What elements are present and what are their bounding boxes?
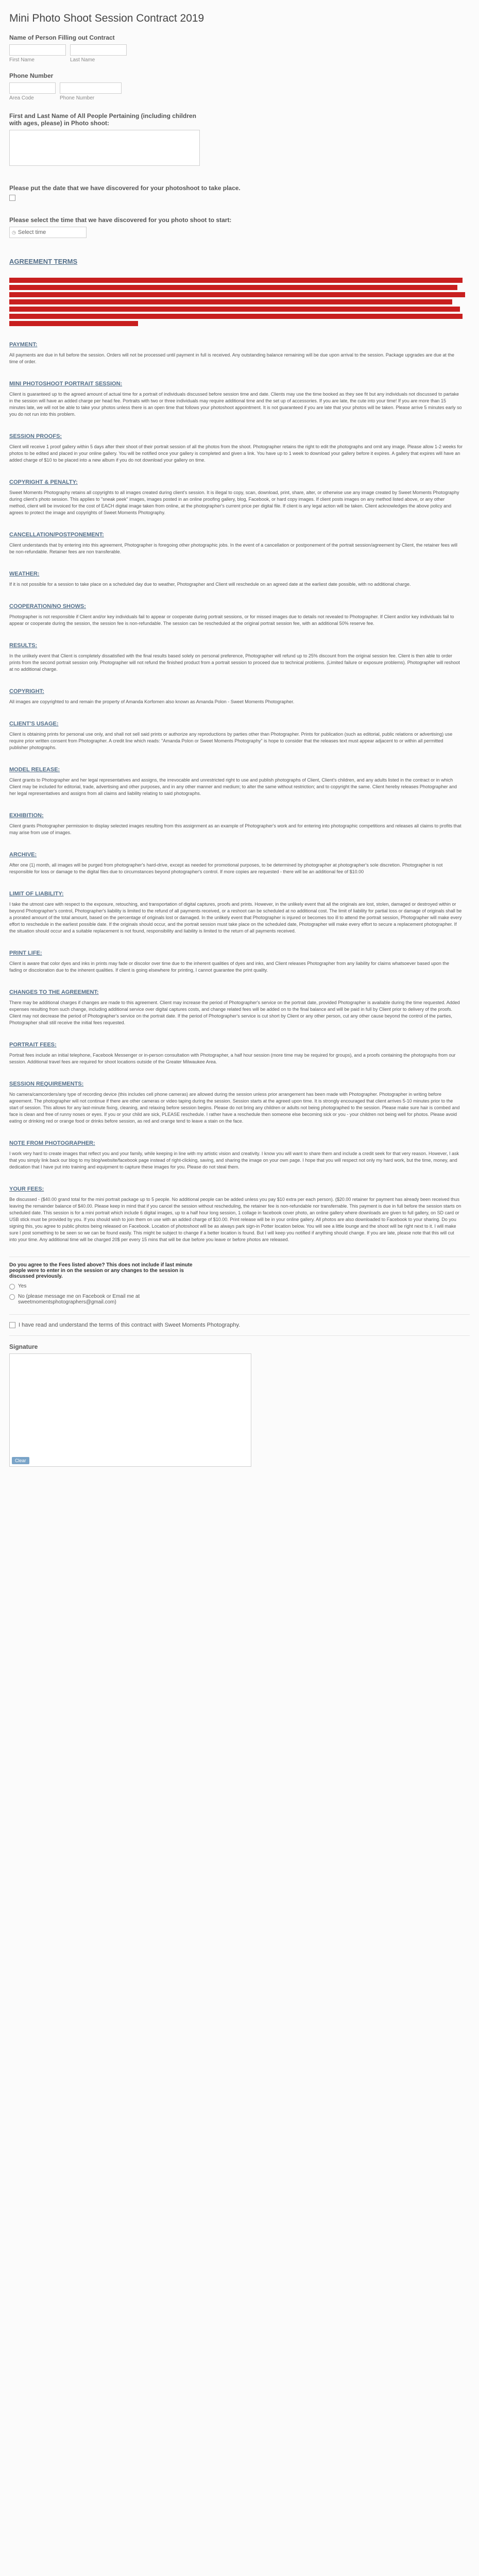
section-text: No camera/camcorders/any type of recording device (this includes cell phone cameras) are allowed during the session unless prior arrangement has been made with Photographer. Photographer in writing before agreement. The photographer will not continue if there are other cameras or video taping during the session. Session starts at the agreed upon time. It is strongly encouraged that client arrives 5-10 minutes prior to the start of session. This allows for any last-minute fixing, cleaning, and relaxing before session begins. Please do not bring any children or adults not being photographed to the session. Please make sure hair is combed and face is clean and free of runny noses or eyes. If you or your child are sick, PLEASE reschedule. I rather have a reschedule then someone else becoming sick or you - your children not being well for photos. Please avoid eating or drinking red or orange food or drinks before session, as red and orange tend to leave a stain on the face. bbox=[9, 1092, 460, 1124]
section-text: Portrait fees include an initial telephone, Facebook Messenger or in-person consultation with Photographer, a half hour session (more time may be required for groups), and a proofs containing the photographs from our session. Additional travel fees are required for shoot locations outside of the Greater Milwaukee Area. bbox=[9, 1053, 456, 1064]
section-text: After one (1) month, all images will be purged from photographer's hard-drive, except as needed for promotional purposes, to be determined by photographer at photographer's sole discretion. Photographer is not responsible for loss or damage to the digital files due to circumstances beyond photographer's control. If more copies are requested - there will be an additional fee of $10.00 bbox=[9, 862, 443, 874]
section-heading: ARCHIVE: bbox=[9, 852, 37, 858]
section-text: If it is not possible for a session to take place on a scheduled day due to weather, Photographer and Client will reschedule on an agreed date at the earliest date possible, with no additional charge. bbox=[9, 582, 411, 587]
time-field-group bbox=[9, 216, 470, 238]
time-select[interactable] bbox=[9, 227, 87, 238]
first-name-input[interactable] bbox=[9, 44, 66, 56]
time-label: Please select the time that we have discovered for you photo shoot to start: bbox=[9, 216, 232, 224]
agreement-title: AGREEMENT TERMS bbox=[9, 258, 78, 265]
first-name-sublabel: First Name bbox=[9, 57, 35, 63]
form-title: Mini Photo Shoot Session Contract 2019 bbox=[9, 12, 204, 24]
time-select-placeholder: Select time bbox=[18, 229, 46, 235]
section-heading: EXHIBITION: bbox=[9, 812, 44, 819]
signature-label: Signature bbox=[9, 1343, 38, 1350]
fees-yes-label: Yes bbox=[18, 1283, 27, 1289]
fees-no-label: No (please message me on Facebook or Email me at sweetmomentsphotographers@gmail.com) bbox=[18, 1294, 140, 1305]
agree-text: I have read and understand the terms of this contract with Sweet Moments Photography. bbox=[19, 1322, 241, 1328]
section-heading: RESULTS: bbox=[9, 642, 38, 649]
section-heading: PAYMENT: bbox=[9, 342, 38, 348]
clock-icon: ◷ bbox=[12, 229, 16, 235]
section-text: In the unlikely event that Client is completely dissatisfied with the final results based solely on personal preference, Photographer will refund up to 25% discount from the original session fee. Client is then able to order prints from the second portrait session only. Photographer will not refund the finished product from a portrait session to proceed due to technical problems. (Limited failure or exposure problems). Photographer will reshoot at no additional charge. bbox=[9, 653, 460, 672]
name-field-group bbox=[9, 34, 470, 63]
section-heading: COPYRIGHT: bbox=[9, 688, 44, 694]
date-label: Please put the date that we have discovered for your photoshoot to take place. bbox=[9, 184, 241, 192]
signature-pad[interactable] bbox=[9, 1353, 251, 1467]
section-text: All images are copyrighted to and remain the property of Amanda Korfomen also known as Amanda Polon - Sweet Moments Photographer. bbox=[9, 699, 295, 704]
names-field-group bbox=[9, 112, 470, 166]
phone-number-sublabel: Phone Number bbox=[60, 95, 95, 101]
section-heading: COPYRIGHT & PENALTY: bbox=[9, 479, 78, 485]
redacted-block bbox=[9, 278, 470, 326]
section-text: Client grants Photographer permission to display selected images resulting from this assignment as an example of Photographer's work and for entering into photographic competitions and releases all claims to profits that may arise from use of images. bbox=[9, 823, 461, 835]
section-heading: PRINT LIFE: bbox=[9, 950, 42, 956]
section-text: Client is guaranteed up to the agreed amount of actual time for a portrait of individuals discussed before session time and date. Clients may use the time booked as they see fit but any individuals not discussed to partake in the session will have an added charge per head fee. Portraits with two or three individuals may require additional time and the set up of accessories. If you are late, the cute into your time! If you are more than 15 minutes late, we will not be able to take your photos unless there is an open time that follows your photoshoot appointment. It is not guaranteed if you are late that your photos will be taken. Please arrive 5 minutes early so you do not run into this problem. bbox=[9, 392, 462, 417]
section-heading: COOPERATION/NO SHOWS: bbox=[9, 603, 86, 609]
section-heading: CANCELLATION/POSTPONEMENT: bbox=[9, 532, 104, 538]
section-text: Client is aware that color dyes and inks in prints may fade or discolor over time due to the inherent qualities of dyes and inks, and Client releases Photographer from any liability for claims whatsoever based upon the fading or discoloration due to the inherent qualities. If client is going elsewhere for printing, I cannot guarantee the print quality. bbox=[9, 961, 449, 973]
section-text: Sweet Moments Photography retains all copyrights to all images created during client's session. It is illegal to copy, scan, download, print, share, alter, or otherwise use any image created by Sweet Moments Photography during client's photo session. This applies to "sneak peek" images, images posted in an online proofing gallery, blog, Facebook, or hard copy images. If client posts images on any method listed above, or any other method, client will be invoiced for the cost of EACH digital image taken from online, at the photographer's current price per digital file. If client is any legal action will be taken. Client acknowledges the above policy and agrees to protect the image and copyrights of Sweet Moments Photography. bbox=[9, 490, 459, 515]
area-code-input[interactable] bbox=[9, 82, 56, 94]
date-field-group bbox=[9, 184, 470, 201]
fees-yes-radio[interactable] bbox=[9, 1284, 15, 1290]
clear-signature-button[interactable]: Clear bbox=[12, 1457, 29, 1464]
section-heading: YOUR FEES: bbox=[9, 1186, 44, 1192]
section-text: Client will receive 1 proof gallery within 5 days after their shoot of their portrait session of all the photos from the shoot. Photographer retains the right to edit the photographs and omit any image. Please allow 1-2 weeks for photos to be edited and placed in your online gallery. You will be notified once your gallery is completed and given a link. You have up to 1 week to download your gallery before it expires. A gallery that expires will have an added charge of $10 to be placed into a new album if you do not download your gallery on time. bbox=[9, 444, 463, 463]
section-heading: WEATHER: bbox=[9, 571, 40, 577]
section-heading: CHANGES TO THE AGREEMENT: bbox=[9, 989, 99, 995]
section-heading: CLIENT'S USAGE: bbox=[9, 721, 59, 727]
phone-field-group bbox=[9, 72, 470, 101]
fees-yes-option[interactable] bbox=[9, 1283, 470, 1290]
fees-no-radio[interactable] bbox=[9, 1294, 15, 1300]
section-text: Client understands that by entering into this agreement, Photographer is foregoing other photographic jobs. In the event of a cancellation or postponement of the portrait session/agreement by Client, the retainer fees will be non-refundable. Retainer fees are non transferable. bbox=[9, 543, 458, 554]
agree-row[interactable] bbox=[9, 1322, 470, 1328]
section-heading: LIMIT OF LIABILITY: bbox=[9, 891, 64, 897]
section-heading: PORTRAIT FEES: bbox=[9, 1042, 57, 1048]
phone-label: Phone Number bbox=[9, 72, 54, 79]
section-text: Client is obtaining prints for personal use only, and shall not sell said prints or authorize any reproductions by parties other than Photographer. Prints for publication (such as editorial, public relations or advertising) use require prior written consent from Photographer. A credit line which reads: "Amanda Polon or Sweet Moments Photography" is hope to consider that the releases text must appear adjacent to or within all permitted publisher photographs. bbox=[9, 732, 453, 750]
section-heading: SESSION REQUIREMENTS: bbox=[9, 1081, 84, 1087]
last-name-input[interactable] bbox=[70, 44, 127, 56]
section-heading: MINI PHOTOSHOOT PORTRAIT SESSION: bbox=[9, 381, 123, 387]
section-text: I take the utmost care with respect to the exposure, retouching, and transportation of digital captures, proofs and prints. However, in the unlikely event that all the originals are lost, stolen, damaged or destroyed within or beyond Photographer's control, Photographer's liability is limited to the refund of all payments received, or a reshoot can be scheduled at no additional cost. The limit of liability for partial loss or damage of originals shall be a prorated amount of the total amount, based on the percentage of originals lost or damaged. In the unlikely event that Photographer is injured or becomes too ill to attend the portrait session, Photographer will make every effort to reschedule in the earliest possible date. If the originals should occur, and the portrait session must take place on the scheduled date, Photographer will make every effort to secure a replacement photographer. If the situation should occur and a suitable replacement is not found, responsibility and liability is limited to the return of all payments received. bbox=[9, 902, 462, 934]
section-heading: NOTE FROM PHOTOGRAPHER: bbox=[9, 1140, 95, 1146]
section-heading: SESSION PROOFS: bbox=[9, 433, 62, 439]
fees-no-option[interactable] bbox=[9, 1294, 470, 1305]
names-label: First and Last Name of All People Pertaining (including children with ages, please) in Photo shoot: bbox=[9, 112, 196, 127]
section-text: Be discussed - ($40.00 grand total for the mini portrait package up to 5 people. No additional people can be added unless you pay $10 extra per each person). ($20.00 retainer for payment has already been received thus leaving the remainder balance of $40.00. Please keep in mind that if you cancel the session without rescheduling, the retainer fee is non-refundable nor transferrable. This payment is due in full before the session starts on scheduled date. This session is for a mini portrait which include 6 digital images, up to a half hour long session, 1 collage in facebook cover photo, an online gallery where downloads are given to full gallery, on SD card or USB stick must be provided by you. If you should wish to join them on use with an added charge of $10.00. Print release will be in your online gallery. All photos are also downloaded to Facebook to your sharing. Do you signing this, you agree to public photos being released on Facebook. Location of photoshoot will be as always park sign-in Potter location below. You will see a little lounge and the shoot will be right next to it. I will make sure I post something to be seen so we can be found easily. This might be subject to change if a better location is found. But I will keep you notified if anything should change. If you are late, please note that this will cut into your time. Any additional time will be charged 20$ per every 15 mins that will be due before you leave or before photos are released. bbox=[9, 1197, 461, 1242]
last-name-sublabel: Last Name bbox=[70, 57, 95, 63]
section-text: Photographer is not responsible if Client and/or key individuals fail to appear or cooperate during portrait sessions, or for missed images due to details not revealed to Photographer. If Client and/or key individuals fail to appear or cooperate during the session, the session fee is non-refundable. The session can be rescheduled at the original portrait session fee, with an additional 50% reserve fee. bbox=[9, 614, 454, 626]
area-code-sublabel: Area Code bbox=[9, 95, 34, 101]
date-checkbox[interactable] bbox=[9, 195, 15, 201]
name-label: Name of Person Filling out Contract bbox=[9, 34, 115, 41]
fees-question: Do you agree to the Fees listed above? This does not include if last minute people were to enter in on the session or any changes to the session is discussed previously. bbox=[9, 1262, 193, 1279]
section-text: There may be additional charges if changes are made to this agreement. Client may increase the period of Photographer's service on the portrait date, provided Photographer is available during the time requested. Added expenses resulting from such change, including additional service over digital captures costs, and change related fees will be added on to the final balance and will be paid in full by Client prior to delivery of the proofs. Client may not decrease the period of Photographer's service on the portrait date. If the period of Photographer's service is cut short by Client or any other person, cut any other cause beyond the control of the parties, Photographer shall still receive the initial fees requested. bbox=[9, 1000, 460, 1025]
section-text: All payments are due in full before the session. Orders will not be processed until payment in full is received. Any outstanding balance remaining will be due upon arrival to the session. Package upgrades are due at the time of order. bbox=[9, 352, 454, 364]
section-heading: MODEL RELEASE: bbox=[9, 767, 60, 773]
section-text: I work very hard to create images that reflect you and your family, while keeping in line with my artistic vision and creativity. I know you will want to share them and include a credit seek for that very reason. However, I ask that you simply link back our blog to my blog/website/facebook page instead of right-clicking, saving, and sharing the image on your own page. I hope that you will respect not only my hard work, but the time, money, and dedication that I have put into training and equipment to capture these images for you. Please do not steal them. bbox=[9, 1151, 459, 1170]
names-textarea[interactable] bbox=[9, 130, 200, 166]
phone-number-input[interactable] bbox=[60, 82, 122, 94]
agree-checkbox[interactable] bbox=[9, 1322, 15, 1328]
agreement-sections bbox=[9, 342, 470, 1243]
section-text: Client grants to Photographer and her legal representatives and assigns, the irrevocable and unrestricted right to use and publish photographs of Client, Client's children, and any adults listed in the contract or in which Client may be included for editorial, trade, advertising and other purposes, and in any other manner and medium; to alter the same without restriction; and to copyright the same. Client hereby releases Photographer and her legal representatives and assigns from all claims and liability relating to said photographs. bbox=[9, 777, 457, 796]
